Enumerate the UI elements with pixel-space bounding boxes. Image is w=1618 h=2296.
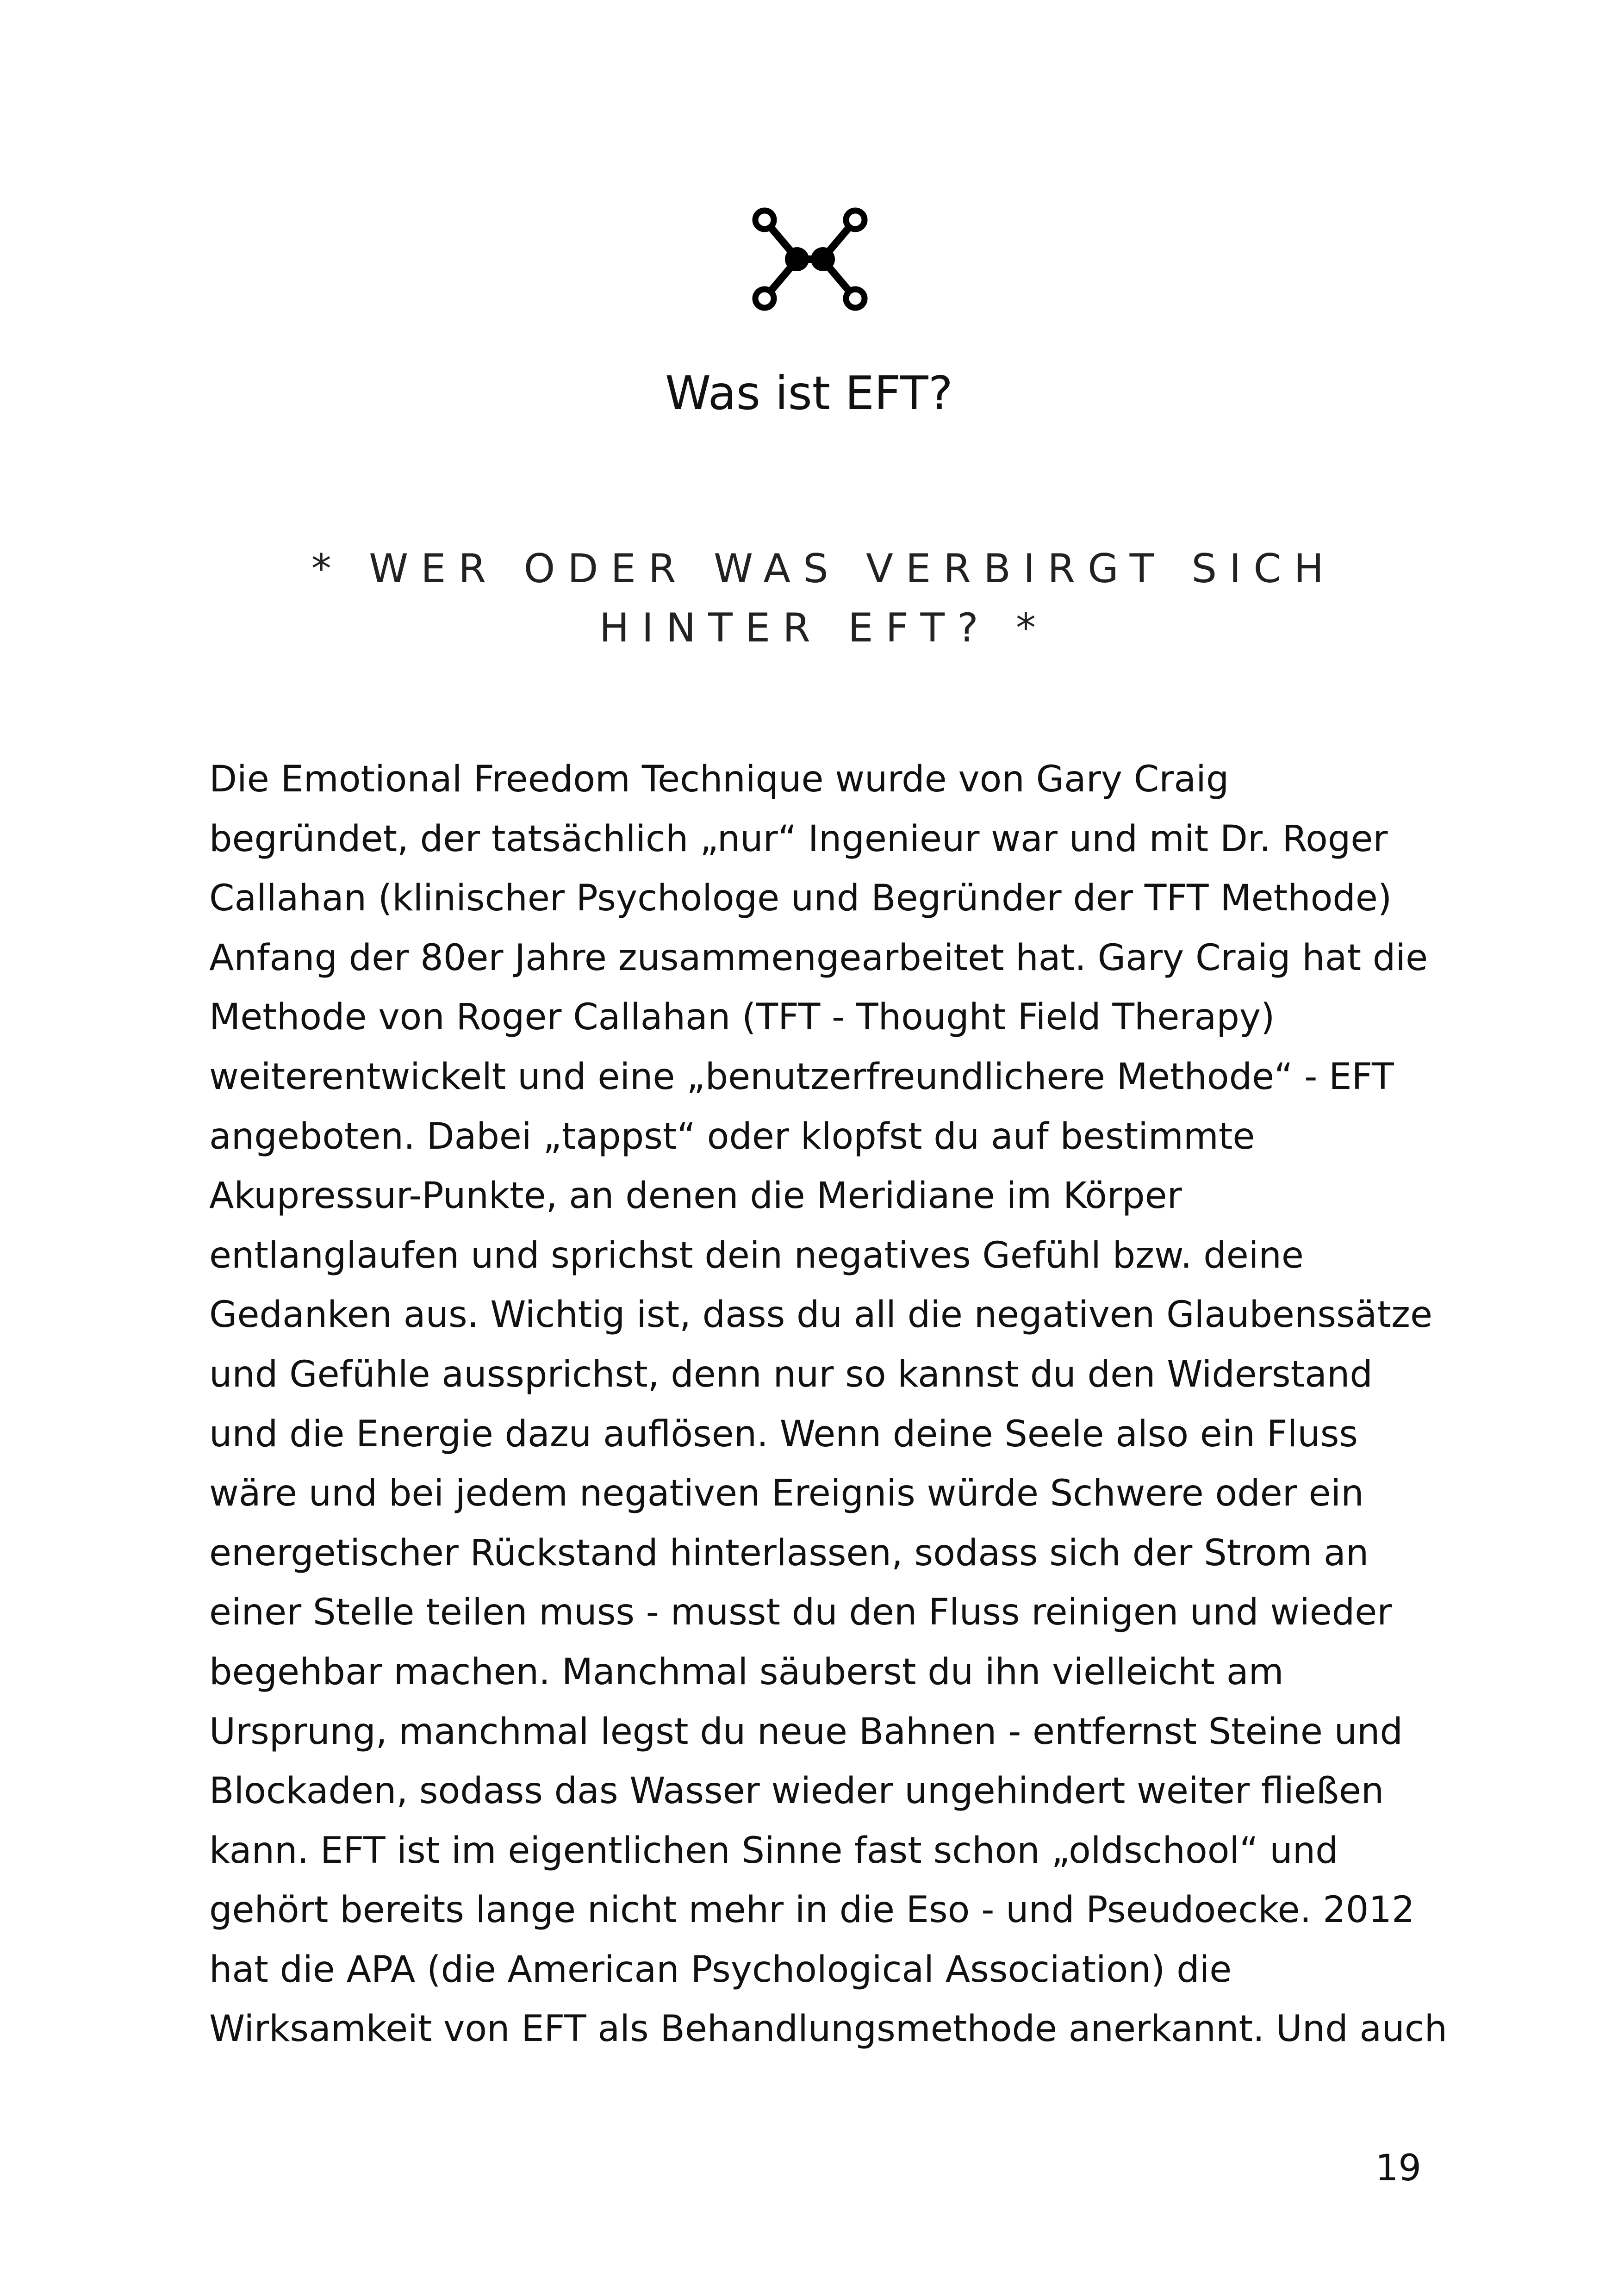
body-line: weiterentwickelt und eine „benutzerfreundlichere Methode“ - EFT — [209, 1056, 1394, 1098]
body-line: entlanglaufen und sprichst dein negatives Gefühl bzw. deine — [209, 1234, 1304, 1276]
body-line: einer Stelle teilen muss - musst du den Fluss reinigen und wieder — [209, 1592, 1392, 1634]
body-line: Gedanken aus. Wichtig ist, dass du all die negativen Glaubenssätze — [209, 1294, 1432, 1336]
body-line: angeboten. Dabei „tappst“ oder klopfst du auf bestimmte — [209, 1115, 1255, 1157]
body-line: und Gefühle aussprichst, denn nur so kannst du den Widerstand — [209, 1353, 1373, 1395]
body-line: Anfang der 80er Jahre zusammengearbeitet hat. Gary Craig hat die — [209, 937, 1428, 979]
body-line: Methode von Roger Callahan (TFT - Thought Field Therapy) — [209, 996, 1275, 1039]
body-line: energetischer Rückstand hinterlassen, sodass sich der Strom an — [209, 1532, 1369, 1574]
body-line: Blockaden, sodass das Wasser wieder ungehindert weiter fließen — [209, 1770, 1384, 1812]
body-line: Akupressur-Punkte, an denen die Meridiane im Körper — [209, 1175, 1182, 1217]
body-line: Wirksamkeit von EFT als Behandlungsmethode anerkannt. Und auch — [209, 2008, 1448, 2050]
molecule-node-icon — [750, 206, 870, 312]
body-line: begründet, der tatsächlich „nur“ Ingenieur war und mit Dr. Roger — [209, 818, 1388, 860]
body-line: Die Emotional Freedom Technique wurde von Gary Craig — [209, 759, 1229, 800]
body-line: hat die APA (die American Psychological Association) die — [209, 1948, 1232, 1991]
page-number: 19 — [1375, 2147, 1421, 2189]
body-line: begehbar machen. Manchmal säuberst du ihn vielleicht am — [209, 1651, 1284, 1693]
chapter-subtitle: * WER ODER WAS VERBIRGT SICH HINTER EFT? * — [311, 546, 1337, 651]
body-line: und die Energie dazu auflösen. Wenn deine Seele also ein Fluss — [209, 1413, 1358, 1455]
body-line: Ursprung, manchmal legst du neue Bahnen - entfernst Steine und — [209, 1711, 1403, 1753]
body-line: gehört bereits lange nicht mehr in die Eso - und Pseudoecke. 2012 — [209, 1889, 1415, 1931]
chapter-title: Was ist EFT? — [665, 366, 953, 420]
body-line: kann. EFT ist im eigentlichen Sinne fast schon „oldschool“ und — [209, 1829, 1338, 1872]
body-line: wäre und bei jedem negativen Ereignis würde Schwere oder ein — [209, 1473, 1364, 1515]
body-line: Callahan (klinischer Psychologe und Begründer der TFT Methode) — [209, 877, 1392, 920]
body-paragraph — [209, 750, 1448, 2059]
